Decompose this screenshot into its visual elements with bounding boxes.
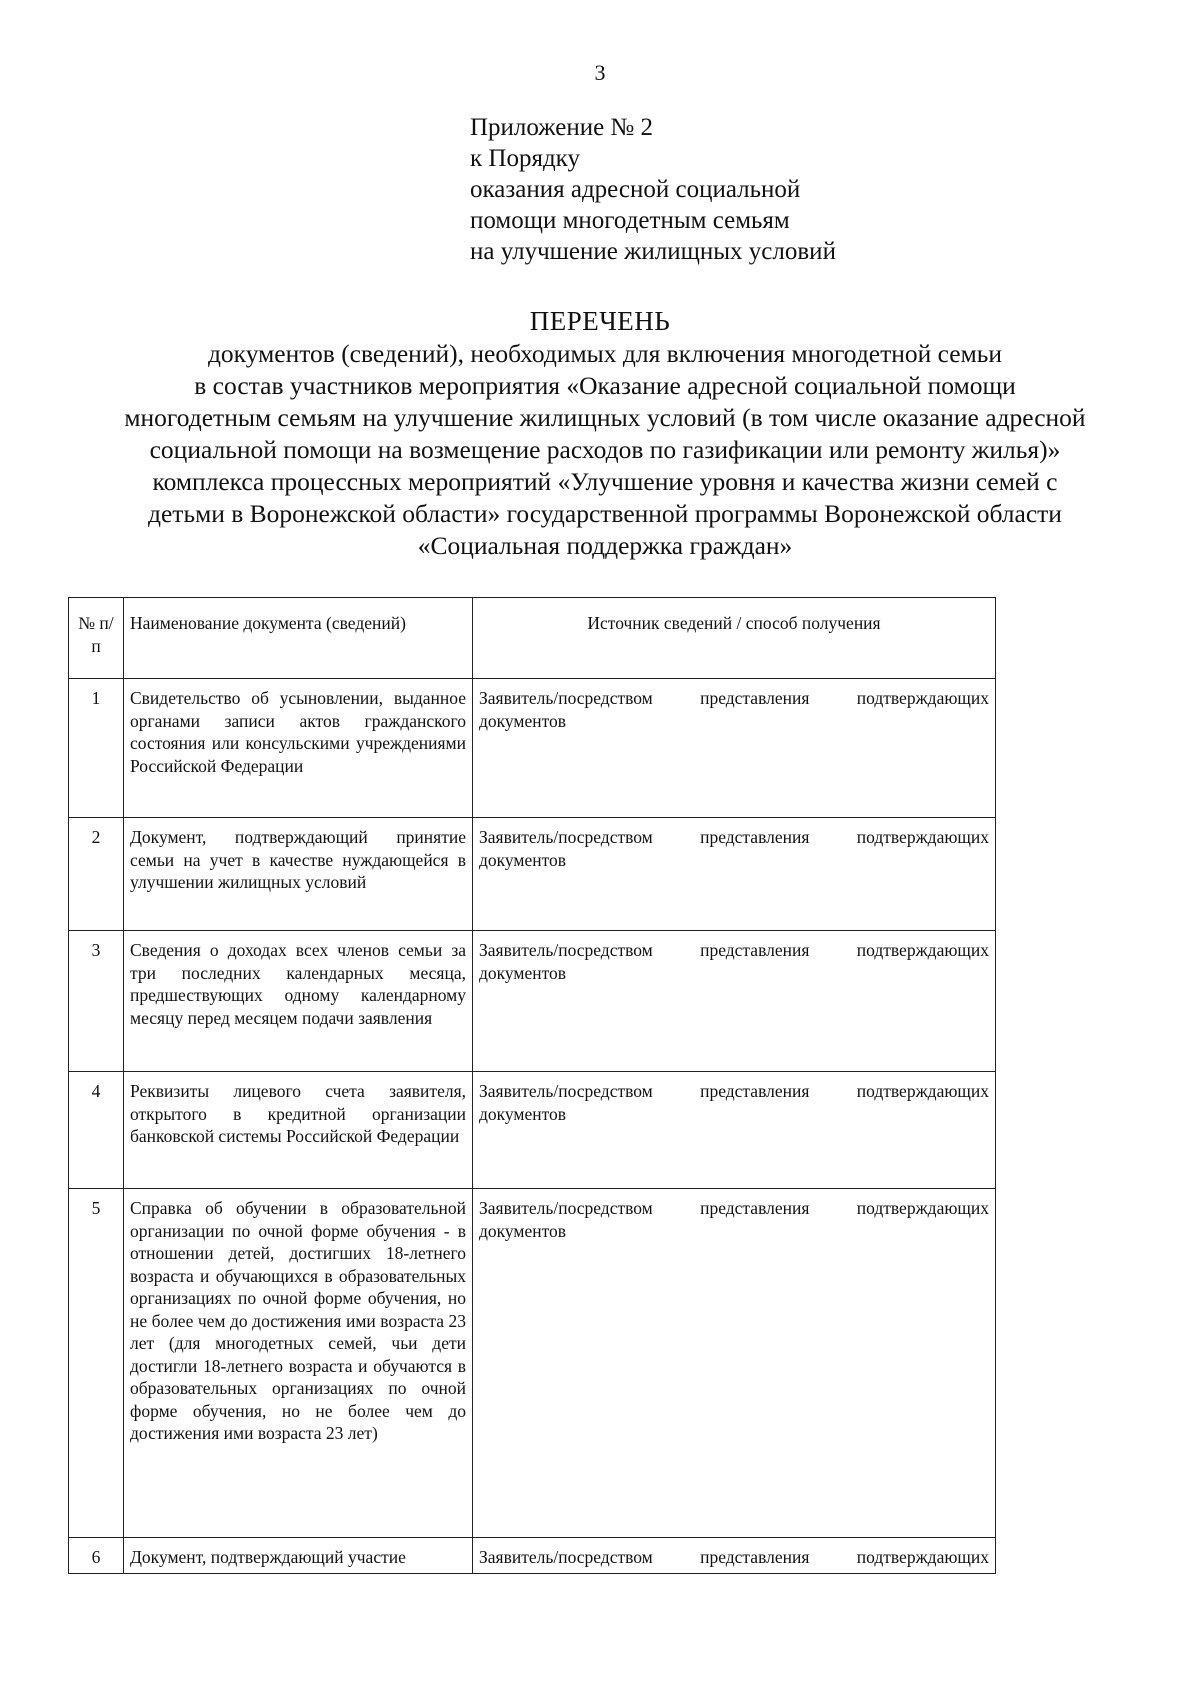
row-source-line: Заявитель/посредством представления подтверждающих — [479, 1081, 989, 1101]
row-num: 2 — [69, 818, 124, 931]
row-source — [473, 818, 996, 931]
row-num: 4 — [69, 1072, 124, 1189]
row-name: Справка об обучении в образовательной организации по очной форме обучения - в отношении детей, достигших 18-летнего возраста и обучающихся в образовательных организациях по очной форме обучения, но не более чем до достижения ими возраста 23 лет (для многодетных семей, чьи дети достигли 18-летнего возраста и обучаются в образовательных организациях по очной форме обучения, но не более чем до достижения ими возраста 23 лет) — [124, 1189, 473, 1538]
row-source-line: Заявитель/посредством представления подтверждающих — [479, 688, 989, 708]
row-name: Документ, подтверждающий участие — [124, 1538, 473, 1574]
subtitle-line: социальной помощи на возмещение расходов по газификации или ремонту жилья)» — [149, 435, 1061, 464]
subtitle-line: детьми в Воронежской области» государственной программы Воронежской области — [148, 499, 1062, 528]
header-source: Источник сведений / способ получения — [473, 598, 996, 679]
table-row — [69, 1072, 996, 1189]
header-num: № п/п — [69, 598, 124, 679]
appendix-line: оказания адресной социальной — [470, 176, 801, 203]
table-row — [69, 818, 996, 931]
subtitle-line: документов (сведений), необходимых для включения многодетной семьи — [207, 339, 1003, 368]
row-source-line: документов — [479, 962, 567, 983]
row-name: Реквизиты лицевого счета заявителя, открытого в кредитной организации банковской системы Российской Федерации — [124, 1072, 473, 1189]
row-source-line: документов — [479, 710, 567, 731]
table-row — [69, 679, 996, 818]
row-name: Сведения о доходах всех членов семьи за три последних календарных месяца, предшествующих одному календарному месяцу перед месяцем подачи заявления — [124, 931, 473, 1072]
subtitle-line: многодетным семьям на улучшение жилищных условий (в том числе оказание адресной — [124, 403, 1086, 432]
row-source-line: документов — [479, 1103, 567, 1124]
subtitle-line: в состав участников мероприятия «Оказание адресной социальной помощи — [194, 371, 1016, 400]
document-subtitle — [40, 338, 1170, 562]
row-source-line: Заявитель/посредством представления подтверждающих — [479, 1198, 989, 1218]
document-title: ПЕРЕЧЕНЬ — [529, 306, 671, 336]
row-num: 3 — [69, 931, 124, 1072]
appendix-line: к Порядку — [470, 145, 580, 172]
row-name: Свидетельство об усыновлении, выданное органами записи актов гражданского состояния или консульскими учреждениями Российской Федерации — [124, 679, 473, 818]
table-row — [69, 931, 996, 1072]
page-number: 3 — [594, 60, 606, 85]
documents-table — [68, 597, 996, 1574]
subtitle-line: «Социальная поддержка граждан» — [417, 531, 793, 560]
row-source — [473, 679, 996, 818]
table-row — [69, 1538, 996, 1574]
row-source — [473, 1189, 996, 1538]
row-source-line: документов — [479, 849, 567, 870]
header-name: Наименование документа (сведений) — [124, 598, 473, 679]
table-row — [69, 1189, 996, 1538]
subtitle-line: комплекса процессных мероприятий «Улучшение уровня и качества жизни семей с — [152, 467, 1058, 496]
row-num: 5 — [69, 1189, 124, 1538]
row-num: 1 — [69, 679, 124, 818]
appendix-line: на улучшение жилищных условий — [470, 238, 836, 265]
row-source-line: документов — [479, 1220, 567, 1241]
appendix-line: Приложение № 2 — [470, 114, 654, 141]
appendix-block — [470, 112, 836, 267]
row-num: 6 — [69, 1538, 124, 1574]
row-source-line: Заявитель/посредством представления подтверждающих — [479, 1547, 989, 1567]
appendix-line: помощи многодетным семьям — [470, 207, 790, 234]
row-source — [473, 1538, 996, 1574]
row-source-line: Заявитель/посредством представления подтверждающих — [479, 940, 989, 960]
row-name: Документ, подтверждающий принятие семьи на учет в качестве нуждающейся в улучшении жилищных условий — [124, 818, 473, 931]
row-source — [473, 931, 996, 1072]
row-source-line: Заявитель/посредством представления подтверждающих — [479, 827, 989, 847]
table-header-row — [69, 598, 996, 679]
row-source — [473, 1072, 996, 1189]
